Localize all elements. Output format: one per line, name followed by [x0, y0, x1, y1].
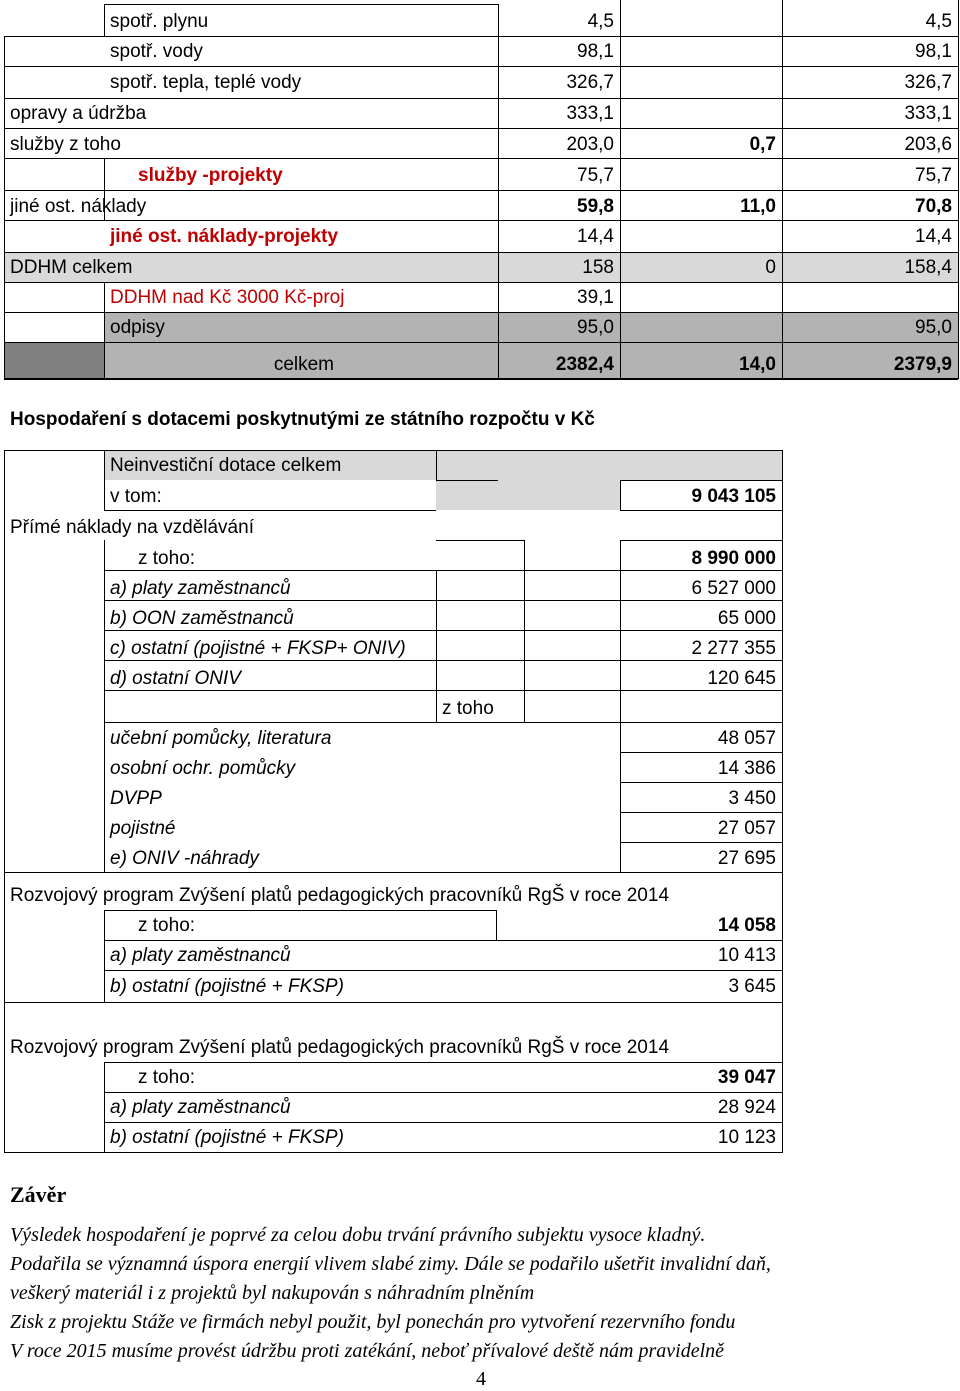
grants-total: 9 043 105	[691, 486, 776, 507]
value-cell: 4,5	[587, 11, 614, 32]
item-label: a) platy zaměstnanců	[110, 578, 291, 599]
item-value: 65 000	[717, 608, 776, 629]
row-label: opravy a údržba	[10, 103, 147, 124]
prime-ztoho: z toho:	[138, 548, 196, 569]
program2-title: Rozvojový program Zvýšení platů pedagogických pracovníků RgŠ v roce 2014	[10, 1037, 670, 1058]
value-cell: 333,1	[904, 103, 952, 124]
conclusion-line: Výsledek hospodaření je poprvé za celou dobu trvání právního subjektu vysoce kladný.	[10, 1224, 706, 1246]
value-cell: 39,1	[577, 287, 614, 308]
value-cell: 0	[765, 257, 776, 278]
value-cell: 158	[582, 257, 614, 278]
value-cell: 158,4	[904, 257, 952, 278]
oniv-value: 3 450	[728, 788, 776, 809]
program1-item-label: b) ostatní (pojistné + FKSP)	[110, 976, 344, 997]
oniv-label: učební pomůcky, literatura	[110, 728, 332, 749]
program1-item-label: a) platy zaměstnanců	[110, 945, 291, 966]
conclusion-heading: Závěr	[10, 1182, 67, 1207]
program2-item-value: 28 924	[717, 1097, 776, 1118]
value-cell: 333,1	[566, 103, 614, 124]
program2-item-label: b) ostatní (pojistné + FKSP)	[110, 1127, 344, 1148]
total-value: 2382,4	[555, 354, 614, 375]
v-tom-label: v tom:	[110, 486, 162, 507]
oniv-value: 14 386	[717, 758, 776, 779]
conclusion-line: Podařila se významná úspora energií vlivem slabé zimy. Dále se podařilo ušetřit invalidní daň,	[10, 1253, 771, 1275]
value-cell: 95,0	[915, 317, 952, 338]
value-cell: 98,1	[577, 41, 614, 62]
row-label: služby -projekty	[138, 165, 283, 186]
value-cell: 0,7	[749, 134, 776, 155]
item-value: 120 645	[707, 668, 776, 689]
prime-title: Přímé náklady na vzdělávání	[10, 517, 254, 538]
prime-sum: 8 990 000	[691, 548, 776, 569]
row-label: odpisy	[110, 317, 165, 338]
value-cell: 70,8	[915, 196, 952, 217]
row-label: spotř. vody	[110, 41, 203, 62]
oniv-label: e) ONIV -náhrady	[110, 848, 259, 869]
program1-sum: 14 058	[717, 915, 776, 936]
conclusion-line: Zisk z projektu Stáže ve firmách nebyl použit, byl ponechán pro vytvoření rezervního fondu	[10, 1311, 736, 1333]
row-label: spotř. plynu	[110, 11, 209, 32]
value-cell: 75,7	[577, 165, 614, 186]
program1-item-value: 10 413	[717, 945, 776, 966]
value-cell: 11,0	[740, 196, 776, 217]
section-title: Hospodaření s dotacemi poskytnutými ze státního rozpočtu v Kč	[10, 409, 595, 430]
program2-sum: 39 047	[717, 1067, 776, 1088]
oniv-label: pojistné	[110, 818, 176, 839]
total-label: celkem	[273, 354, 334, 375]
conclusion-line: veškerý materiál i z projektů byl nakupován s náhradním plněním	[10, 1282, 535, 1304]
row-label: DDHM celkem	[10, 257, 133, 278]
value-cell: 14,4	[577, 226, 614, 247]
oniv-value: 27 695	[717, 848, 776, 869]
page-number: 4	[476, 1368, 486, 1390]
grants-header: Neinvestiční dotace celkem	[110, 455, 342, 476]
oniv-label: osobní ochr. pomůcky	[110, 758, 296, 779]
program2-ztoho: z toho:	[138, 1067, 196, 1088]
item-value: 2 277 355	[691, 638, 776, 659]
row-label: spotř. tepla, teplé vody	[110, 72, 302, 93]
value-cell: 98,1	[915, 41, 952, 62]
item-label: c) ostatní (pojistné + FKSP+ ONIV)	[110, 638, 406, 659]
sub-ztoho: z toho	[442, 698, 494, 719]
row-label: služby z toho	[10, 134, 121, 155]
value-cell: 4,5	[925, 11, 952, 32]
value-cell: 14,4	[915, 226, 952, 247]
value-cell: 95,0	[577, 317, 614, 338]
program2-item-label: a) platy zaměstnanců	[110, 1097, 291, 1118]
value-cell: 326,7	[904, 72, 952, 93]
value-cell: 59,8	[577, 196, 614, 217]
item-label: b) OON zaměstnanců	[110, 608, 294, 629]
grants-gray-block	[436, 480, 620, 510]
program2-item-value: 10 123	[717, 1127, 776, 1148]
oniv-value: 27 057	[717, 818, 776, 839]
oniv-label: DVPP	[110, 788, 162, 809]
program1-ztoho: z toho:	[138, 915, 196, 936]
row-label: jiné ost. náklady-projekty	[110, 226, 339, 247]
value-cell: 203,0	[566, 134, 614, 155]
value-cell: 203,6	[904, 134, 952, 155]
program1-title: Rozvojový program Zvýšení platů pedagogických pracovníků RgŠ v roce 2014	[10, 885, 670, 906]
value-cell: 75,7	[915, 165, 952, 186]
row-label: jiné ost. náklady	[10, 196, 147, 217]
total-value: 2379,9	[893, 354, 952, 375]
row-label: DDHM nad Kč 3000 Kč-proj	[110, 287, 345, 308]
total-value: 14,0	[739, 354, 776, 375]
item-value: 6 527 000	[691, 578, 776, 599]
row-bg-celkem-left	[4, 342, 104, 378]
oniv-value: 48 057	[717, 728, 776, 749]
conclusion-line: V roce 2015 musíme provést údržbu proti zatékání, neboť přívalové deště nám pravidelně	[10, 1340, 725, 1362]
program1-item-value: 3 645	[728, 976, 776, 997]
item-label: d) ostatní ONIV	[110, 668, 241, 689]
value-cell: 326,7	[566, 72, 614, 93]
